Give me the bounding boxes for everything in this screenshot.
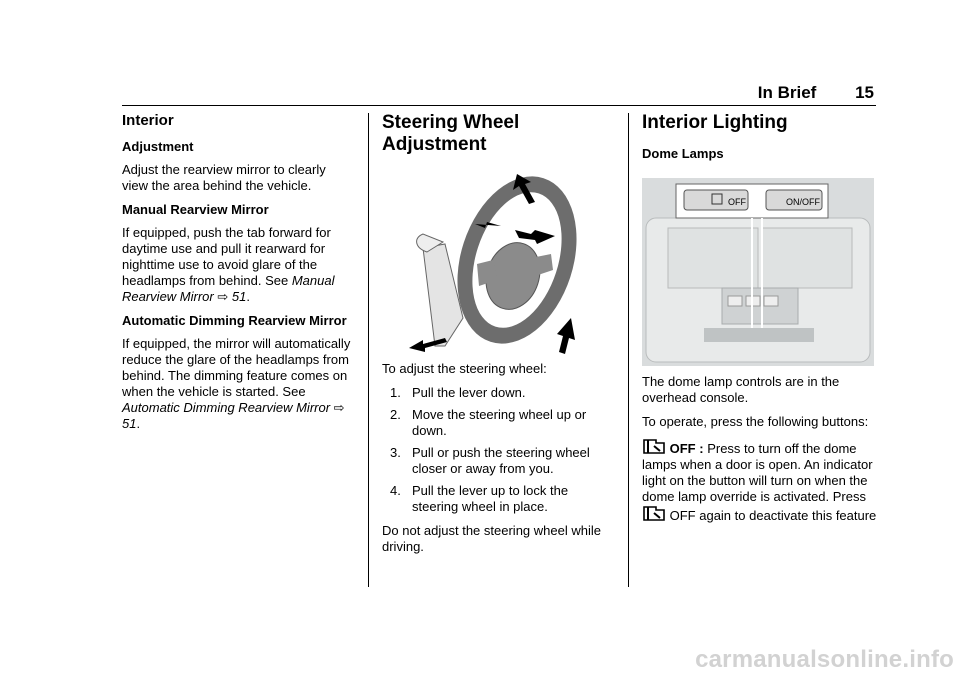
manual-mirror-link[interactable]: Manual Rearview Mirror [122,273,335,304]
manual-mirror-text: If equipped, push the tab forward for daytime use and pull it rearward for nighttime use to avoid glare of the headlamps from behind. See Manual Rearview Mirror ⇨ 51. [122,225,335,304]
interior-lighting-heading: Interior Lighting [642,112,788,133]
column-interior-lighting [642,112,878,532]
fig-off-label: OFF [728,197,746,207]
list-item: 1. Pull the lever down. [390,385,526,400]
dome-lamp-icon [642,505,666,522]
fig-onoff-label: ON/OFF [786,197,820,207]
dome-lamps-subheading: Dome Lamps [642,146,724,161]
adjustment-text: Adjust the rearview mirror to clearly view the area behind the vehicle. [122,162,326,193]
dome-location-text: The dome lamp controls are in the overhead console. [642,374,840,405]
auto-dimming-subheading: Automatic Dimming Rearview Mirror [122,313,347,328]
list-item: 2. Move the steering wheel up or down. [390,407,587,438]
list-item: 3. Pull or push the steering wheel closer or away from you. [390,445,590,476]
interior-heading: Interior [122,112,174,129]
dome-off-description: OFF : Press to turn off the dome lamps when a door is open. An indicator light on the button will turn on when the dome lamp override is activated. Press OFF again to deactivate this feature [642,438,878,524]
page-header [758,83,874,103]
steering-wheel-illustration [405,168,578,355]
page-number: 15 [855,83,874,102]
column-interior [122,112,354,440]
steering-warning: Do not adjust the steering wheel while driving. [382,523,601,554]
auto-dimming-link[interactable]: Automatic Dimming Rearview Mirror [122,400,331,415]
auto-dimming-text: If equipped, the mirror will automatically reduce the glare of the headlamps from behind. The dimming feature comes on when the vehicle is started. See Automatic Dimming Rearview Mirror ⇨ 51. [122,336,351,431]
steering-heading: Steering Wheel Adjustment [382,112,520,155]
auto-dimming-page-ref[interactable]: 51 [122,416,137,431]
dome-operate-text: To operate, press the following buttons: [642,414,869,429]
page-ref-arrow-icon: ⇨ [333,400,345,415]
manual-mirror-subheading: Manual Rearview Mirror [122,202,269,217]
manual-mirror-page-ref[interactable]: 51 [231,289,247,304]
header-rule [122,105,876,106]
list-item: 4. Pull the lever up to lock the steering wheel in place. [390,483,569,514]
overhead-console-illustration [642,178,874,366]
steering-steps [382,385,617,515]
dome-lamp-icon [642,438,666,455]
column-divider-2 [628,113,629,587]
page-ref-arrow-icon: ⇨ [217,289,229,304]
column-divider-1 [368,113,369,587]
off-button-label: OFF : [669,441,704,456]
watermark: carmanualsonline.info [695,646,954,673]
section-title: In Brief [757,83,817,102]
adjustment-subheading: Adjustment [122,139,194,154]
column-steering [382,112,617,563]
steering-intro: To adjust the steering wheel: [382,361,547,376]
